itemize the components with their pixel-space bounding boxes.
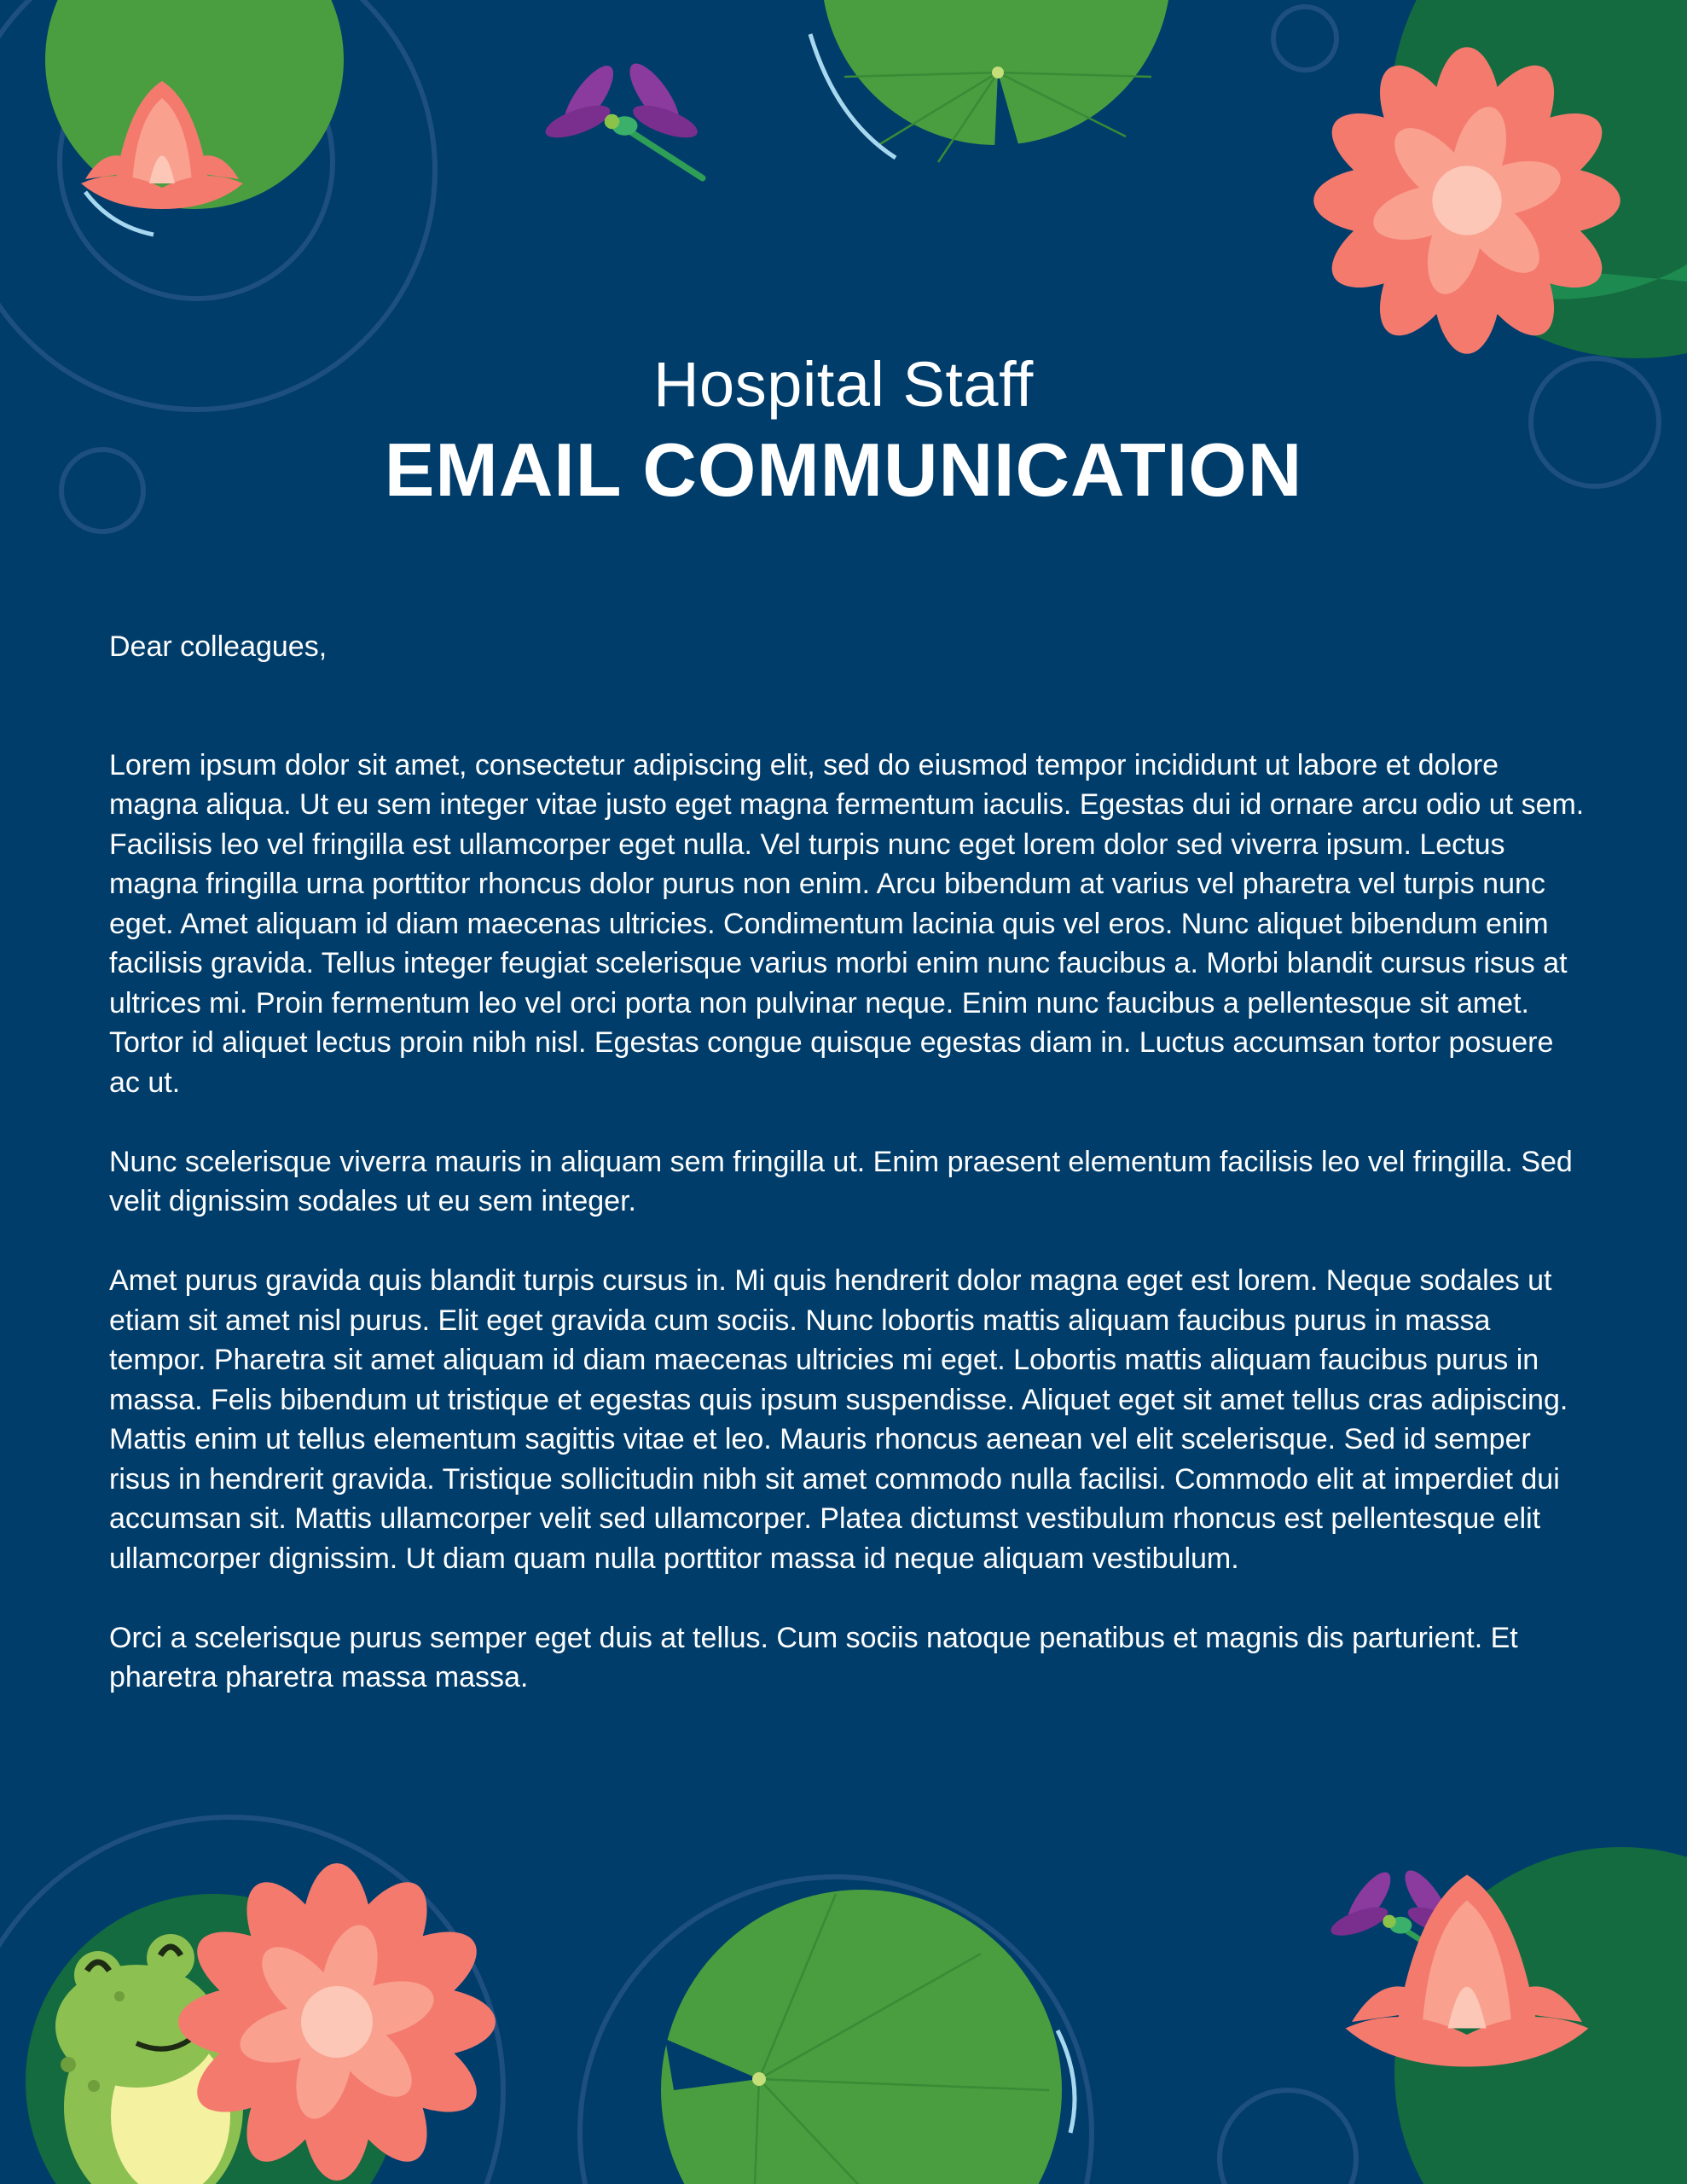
paragraph-4: Orci a scelerisque purus semper eget duis at tellus. Cum sociis natoque penatibus et magnis dis parturient. Et pharetra pharetra massa massa. [109, 1621, 1518, 1693]
paragraph-1: Lorem ipsum dolor sit amet, consectetur adipiscing elit, sed do eiusmod tempor incididunt ut labore et dolore magna aliqua. Ut eu sem integer vitae justo eget magna fermentum iaculis. Egestas dui id ornare arcu odio ut sem. Facilisis leo vel fringilla est ullamcorper eget nulla. Vel turpis nunc eget lorem dolor sed viverra ipsum. Lectus magna fringilla urna porttitor rhoncus dolor purus non enim. Arcu bibendum at varius vel pharetra vel turpis nunc eget. Amet aliquam id diam maecenas ultricies. Condimentum lacinia quis vel eros. Nunc aliquet bibendum enim facilisis gravida. Tellus integer feugiat scelerisque varius morbi enim nunc faucibus a. Morbi blandit cursus risus at ultrices mi. Proin fermentum leo vel orci porta non pulvinar neque. Enim nunc faucibus a pellentesque sit amet. Tortor id aliquet lectus proin nibh nisl. Egestas congue quisque egestas diam in. Luctus accumsan tortor posuere ac ut. [109, 748, 1585, 1099]
paragraph-3: Amet purus gravida quis blandit turpis cursus in. Mi quis hendrerit dolor magna eget est lorem. Neque sodales ut etiam sit amet nisl purus. Elit eget gravida cum sociis. Nunc lobortis mattis aliquam faucibus purus in massa tempor. Pharetra sit amet aliquam id diam maecenas ultricies mi eget. Lobortis mattis aliquam faucibus purus in massa. Felis bibendum ut tristique et egestas quis ipsum suspendisse. Aliquet eget sit amet tellus cras adipiscing. Mattis enim ut tellus elementum sagittis vitae et leo. Mauris rhoncus aenean vel elit scelerisque. Sed id semper risus in hendrerit gravida. Tristique sollicitudin nibh sit amet commodo nulla facilisi. Commodo elit at imperdiet dui accumsan sit. Mattis ullamcorper velit sed ullamcorper. Platea dictumst vestibulum rhoncus est pellentesque elit ullamcorper dignissim. Ut diam quam nulla porttitor massa id neque aliquam vestibulum. [109, 1264, 1568, 1575]
document-header [0, 350, 1687, 512]
letter-body [109, 627, 1585, 1698]
lily-pad-top-center [810, 0, 1171, 171]
title-line-hospital-staff: Hospital Staff [653, 349, 1034, 420]
paragraph-2: Nunc scelerisque viverra mauris in aliquam sem fringilla ut. Enim praesent elementum facilisis leo vel fringilla. Sed velit dignissim sodales ut eu sem integer. [109, 1145, 1573, 1217]
salutation: Dear colleagues, [109, 630, 328, 663]
title-line-email-communication: EMAIL COMMUNICATION [384, 427, 1303, 513]
lily-pad-bottom-center [661, 1890, 1075, 2184]
